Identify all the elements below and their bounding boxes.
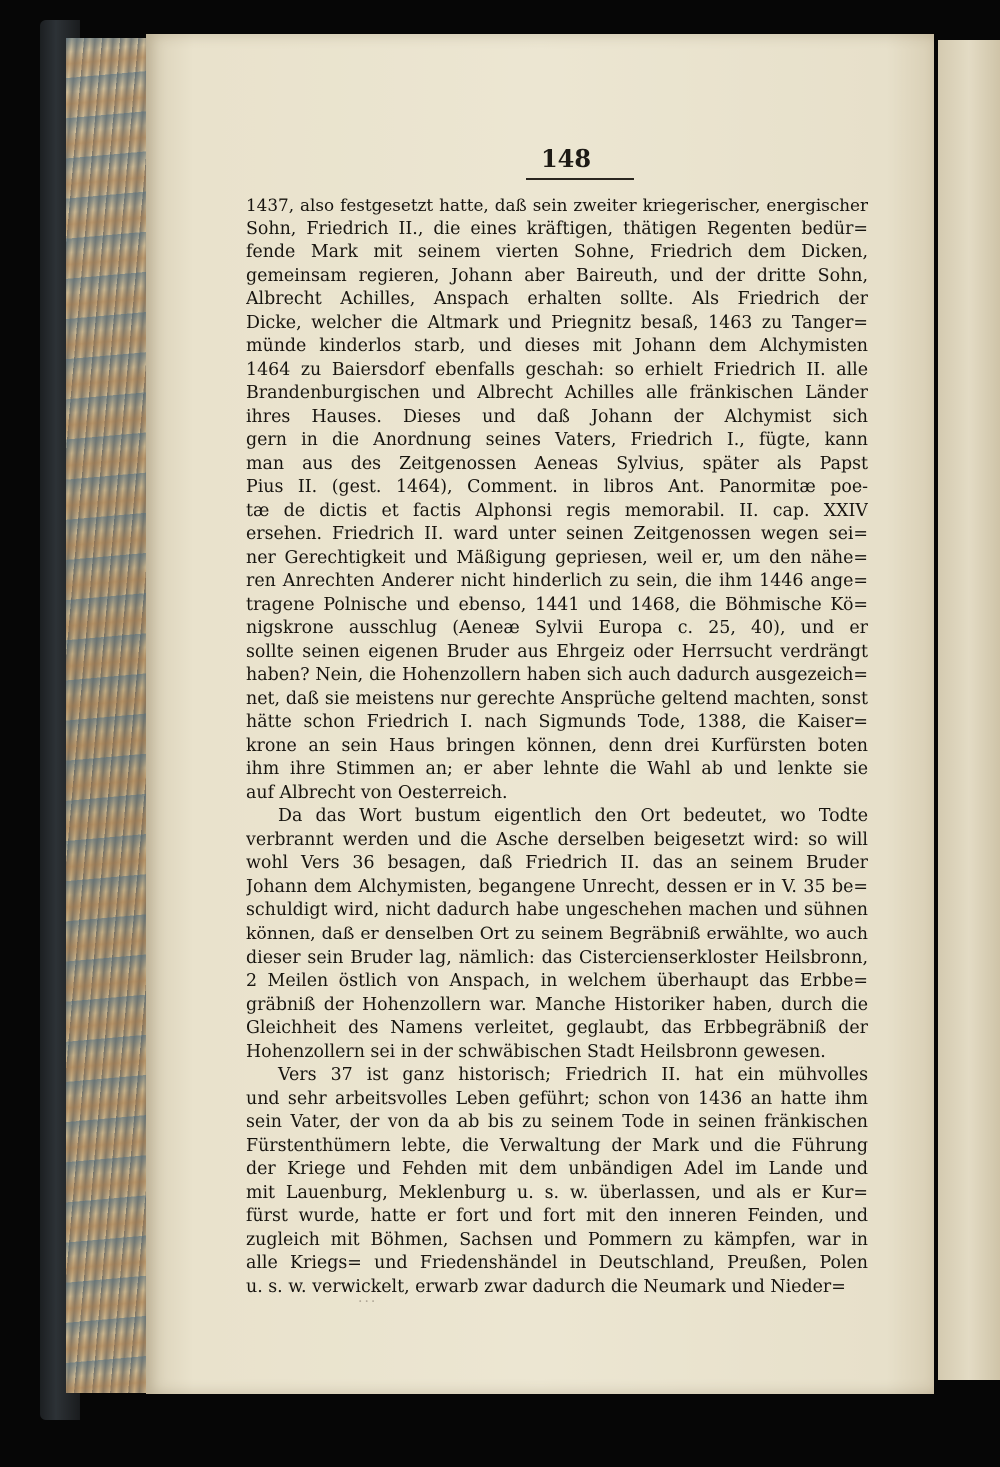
text-line: Fürstenthümern lebte, die Verwaltung der Mark und die Führung (246, 1135, 868, 1156)
text-line: sollte seinen eigenen Bruder aus Ehrgeiz oder Herrsucht verdrängt (246, 641, 868, 662)
text-line: Johann dem Alchymisten, begangene Unrecht, dessen er in V. 35 be= (246, 876, 868, 897)
text-line: wohl Vers 36 besagen, daß Friedrich II. das an seinem Bruder (246, 853, 868, 874)
text-line: zugleich mit Böhmen, Sachsen und Pommern zu kämpfen, war in (246, 1229, 868, 1250)
text-line: net, daß sie meistens nur gerechte Ansprüche geltend machten, sonst (246, 688, 868, 709)
text-line: 1437, also festgesetzt hatte, daß sein zweiter kriegerischer, energischer (246, 195, 868, 215)
text-line: fende Mark mit seinem vierten Sohne, Friedrich dem Dicken, (246, 242, 868, 263)
text-line: Vers 37 ist ganz historisch; Friedrich II. hat ein mühvolles (278, 1065, 868, 1086)
text-line: Sohn, Friedrich II., die eines kräftigen, thätigen Regenten bedür= (246, 218, 868, 239)
text-line: 2 Meilen östlich von Anspach, in welchem überhaupt das Erbbe= (246, 971, 868, 992)
text-line: ihm ihre Stimmen an; er aber lehnte die Wahl ab und lenkte sie (246, 759, 868, 780)
text-line: fürst wurde, hatte er fort und fort mit den inneren Feinden, und (246, 1206, 868, 1227)
marbled-page-edge (66, 38, 150, 1393)
text-line: 1464 zu Baiersdorf ebenfalls geschah: so erhielt Friedrich II. alle (246, 359, 868, 380)
text-line: und sehr arbeitsvolles Leben geführt; schon von 1436 an hatte ihm (246, 1088, 868, 1109)
header-rule (526, 178, 634, 180)
text-line: sein Vater, der von da ab bis zu seinem Tode in seinen fränkischen (246, 1112, 868, 1133)
ink-bleed-mark: ··· (358, 1294, 378, 1310)
text-line: Pius II. (gest. 1464), Comment. in libros Ant. Panormitæ poe- (246, 477, 868, 498)
text-line: haben? Nein, die Hohenzollern haben sich auch dadurch ausgezeich= (246, 665, 868, 686)
text-line: nigskrone ausschlug (Aeneæ Sylvii Europa c. 25, 40), und er (246, 618, 868, 639)
text-line: ner Gerechtigkeit und Mäßigung gepriesen, weil er, um den nähe= (246, 547, 868, 568)
text-line: ren Anrechten Anderer nicht hinderlich zu sein, die ihm 1446 ange= (246, 571, 868, 592)
text-line: Albrecht Achilles, Anspach erhalten sollte. Als Friedrich der (246, 289, 868, 310)
text-line: gräbniß der Hohenzollern war. Manche Historiker haben, durch die (246, 994, 868, 1015)
text-line: man aus des Zeitgenossen Aeneas Sylvius, später als Papst (246, 453, 868, 474)
page-body-text (246, 194, 868, 1299)
text-line: auf Albrecht von Oesterreich. (246, 782, 508, 803)
text-line: tæ de dictis et factis Alphonsi regis memorabil. II. cap. XXIV (246, 500, 868, 521)
text-line: hätte schon Friedrich I. nach Sigmunds Tode, 1388, die Kaiser= (246, 712, 868, 733)
facing-page-edge (938, 40, 1000, 1380)
text-line: alle Kriegs= und Friedenshändel in Deutschland, Preußen, Polen (246, 1253, 868, 1274)
text-line: gemeinsam regieren, Johann aber Baireuth, und der dritte Sohn, (246, 265, 868, 286)
text-line: schuldigt wird, nicht dadurch habe ungeschehen machen und sühnen (246, 900, 868, 921)
text-line: Gleichheit des Namens verleitet, geglaubt, das Erbbegräbniß der (246, 1018, 868, 1039)
text-line: krone an sein Haus bringen können, denn drei Kurfürsten boten (246, 735, 868, 756)
text-line: u. s. w. verwickelt, erwarb zwar dadurch die Neumark und Nieder= (246, 1276, 846, 1297)
text-line: dieser sein Bruder lag, nämlich: das Cistercienserkloster Heilsbronn, (246, 947, 868, 968)
text-line: ersehen. Friedrich II. ward unter seinen Zeitgenossen wegen sei= (246, 524, 868, 545)
text-line: Dicke, welcher die Altmark und Priegnitz besaß, 1463 zu Tanger= (246, 312, 868, 333)
text-line: der Kriege und Fehden mit dem unbändigen Adel im Lande und (246, 1159, 868, 1180)
text-line: Hohenzollern sei in der schwäbischen Stadt Heilsbronn gewesen. (246, 1041, 826, 1062)
text-line: Da das Wort bustum eigentlich den Ort bedeutet, wo Todte (278, 806, 868, 827)
page-number: 148 (540, 144, 592, 173)
text-line: verbrannt werden und die Asche derselben beigesetzt wird: so will (246, 829, 868, 850)
text-line: tragene Polnische und ebenso, 1441 und 1468, die Böhmische Kö= (246, 594, 868, 615)
text-line: mit Lauenburg, Meklenburg u. s. w. überlassen, und als er Kur= (246, 1182, 868, 1203)
text-line: gern in die Anordnung seines Vaters, Friedrich I., fügte, kann (246, 430, 868, 451)
text-line: münde kinderlos starb, und dieses mit Johann dem Alchymisten (246, 336, 868, 357)
text-line: Brandenburgischen und Albrecht Achilles alle fränkischen Länder (246, 383, 868, 404)
text-line: ihres Hauses. Dieses und daß Johann der Alchymist sich (246, 406, 868, 427)
text-line: können, daß er denselben Ort zu seinem Begräbniß erwählte, wo auch (246, 923, 868, 944)
